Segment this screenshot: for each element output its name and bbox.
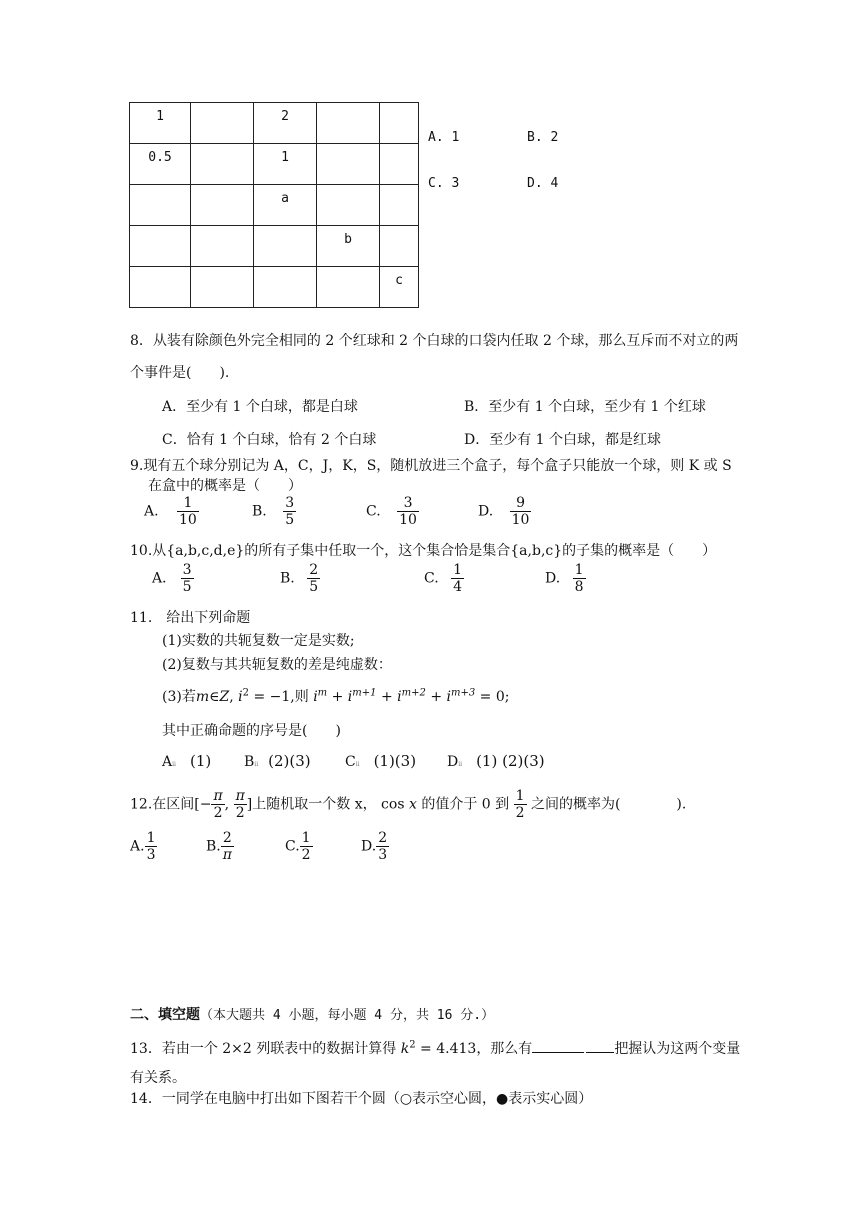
q14-stem: 14．一同学在电脑中打出如下图若干个圆（○表示空心圆，●表示实心圆）: [130, 1091, 593, 1107]
q13-mid: 列联表中的数据计算得: [256, 1041, 397, 1057]
grid-cell: b: [317, 226, 380, 267]
q12-option-a-label: A.: [130, 838, 145, 855]
q9-stem-line1: 9.现有五个球分别记为 A，C，J，K，S，随机放进三个盒子，每个盒子只能放一个球，则 K 或 S: [130, 458, 732, 474]
grid-cell: [130, 267, 191, 308]
q9-option-d-label: D.: [478, 503, 494, 520]
fraction-numerator: 1: [183, 495, 193, 511]
grid-cell: [254, 267, 317, 308]
q7-option-a: A. 1: [428, 130, 460, 145]
q11-option-c-value: (1)(3): [373, 752, 417, 770]
q9-option-c: [366, 495, 419, 528]
q12-mid2: 的值介于 0 到: [421, 796, 510, 813]
q12-post: 之间的概率为( ).: [530, 796, 687, 813]
q11-option-b: Bii (2)(3): [244, 752, 311, 770]
fraction-numerator: 2: [309, 562, 319, 578]
q12-option-b: [206, 830, 234, 863]
section-2-heading: [130, 1004, 494, 1024]
grid-cell: [191, 185, 254, 226]
grid-cell: [380, 226, 419, 267]
grid-row: [130, 144, 419, 185]
fraction-numerator: 9: [516, 495, 526, 511]
q7-option-c: C. 3: [428, 176, 460, 191]
q11-prop-3-mid: ,则: [290, 689, 309, 705]
q10-option-c-fraction: [451, 562, 464, 595]
fraction-numerator: 1: [453, 562, 463, 578]
q13-line1: 13．若由一个 2×2 列联表中的数据计算得 $k^2 = 4.413$，那么有 把握认为这两个变量: [130, 1039, 741, 1057]
q10-option-d: [545, 562, 586, 595]
q10-option-a-fraction: [181, 562, 194, 595]
q12-pre: 12.在区间: [130, 796, 195, 813]
grid-row: [130, 267, 419, 308]
q11-option-a-label: A: [162, 754, 173, 770]
grid-row: [130, 185, 419, 226]
q11-option-d-value: (1) (2)(3): [476, 752, 545, 770]
q12-option-d: [361, 830, 389, 863]
grid-cell: [380, 144, 419, 185]
q11-option-c-label: C: [345, 754, 356, 770]
fraction-denominator: 3: [146, 847, 156, 864]
fraction-numerator: 3: [182, 562, 192, 578]
q12-option-d-fraction: [376, 830, 389, 863]
q12-mid: 上随机取一个数 x，: [252, 796, 377, 813]
section-2-title: 二、填空题: [130, 1007, 200, 1023]
grid-cell: [191, 226, 254, 267]
fraction-numerator: 1: [146, 830, 156, 846]
q10-option-d-fraction: [573, 562, 586, 595]
q12-option-c-fraction: [300, 830, 313, 863]
q12-option-c-label: C.: [285, 838, 300, 855]
fraction-numerator: 1: [574, 562, 584, 578]
q13-answer-blank-1[interactable]: [532, 1052, 584, 1053]
q9-option-a: [144, 495, 199, 528]
grid-cell: 0.5: [130, 144, 191, 185]
grid-table: [129, 102, 419, 308]
q11-ask: 其中正确命题的序号是( ): [162, 723, 341, 739]
q10-option-b-fraction: [307, 562, 320, 595]
fraction-numerator: 2: [378, 830, 388, 846]
q10-stem: 10.从{a,b,c,d,e}的所有子集中任取一个，这个集合恰是集合{a,b,c}的子集的概率是（ ）: [130, 543, 717, 559]
fraction-denominator: 4: [453, 579, 463, 596]
grid-cell: [130, 226, 191, 267]
q13-post: ，那么有: [476, 1041, 533, 1057]
q10-option-c-label: C.: [424, 570, 439, 587]
grid-cell: [130, 185, 191, 226]
q11-prop-3-prefix: (3)若: [162, 689, 196, 705]
q11-prop-1: (1)实数的共轭复数一定是实数;: [162, 633, 355, 649]
grid-cell: [317, 103, 380, 144]
fraction-numerator: 1: [301, 830, 311, 846]
grid-cell: a: [254, 185, 317, 226]
grid-cell: [191, 267, 254, 308]
q10-option-c: [424, 562, 464, 595]
q12-option-a: [130, 830, 157, 863]
q12-option-d-label: D.: [361, 838, 377, 855]
grid-cell: 1: [130, 103, 191, 144]
q11-option-d: Dii (1) (2)(3): [447, 752, 545, 770]
q11-option-b-value: (2)(3): [268, 752, 311, 770]
grid-cell: [254, 226, 317, 267]
q10-option-a: [152, 562, 194, 595]
grid-cell: 1: [254, 144, 317, 185]
fraction-denominator: 2: [301, 847, 311, 864]
grid-cell: 2: [254, 103, 317, 144]
q8-option-a: A．至少有 1 个白球，都是白球: [162, 399, 358, 415]
grid-cell: [380, 185, 419, 226]
q11-option-b-label: B: [244, 754, 255, 770]
q8-stem-line1: 8．从装有除颜色外完全相同的 2 个红球和 2 个白球的口袋内任取 2 个球，那么互斥而不对立的两: [130, 333, 739, 349]
q11-prop-3: (3)若m∈Z, $i^2 = -1$,则 $i^m + i^{m+1} + i^{m+2} + i^{m+3} = 0$;: [162, 687, 510, 705]
q9-option-b-fraction: [283, 495, 296, 528]
q10-option-d-label: D.: [545, 570, 561, 587]
q9-option-a-fraction: [177, 495, 199, 528]
q9-option-a-label: A.: [144, 503, 159, 520]
fraction-denominator: 8: [574, 579, 584, 596]
grid-cell: [317, 144, 380, 185]
q9-option-c-fraction: [397, 495, 419, 528]
grid-row: [130, 103, 419, 144]
q9-option-b-label: B.: [252, 503, 267, 520]
q11-option-a-value: (1): [189, 752, 212, 770]
q10-option-b: [280, 562, 320, 595]
q7-option-d: D. 4: [527, 176, 559, 191]
grid-cell: [317, 267, 380, 308]
q12-option-b-fraction: [221, 830, 234, 863]
fraction-numerator: 2: [222, 830, 232, 846]
fraction-denominator: 10: [511, 512, 530, 529]
fraction-denominator: 10: [399, 512, 417, 529]
q12-option-c: [285, 830, 313, 863]
q13-post2: 把握认为这两个变量: [614, 1041, 741, 1057]
q10-option-a-label: A．: [152, 570, 177, 587]
q13-answer-blank-2[interactable]: [586, 1052, 614, 1053]
q11-option-c: Cii (1)(3): [345, 752, 417, 770]
q9-option-d-fraction: [510, 495, 532, 528]
q13-line2: 有关系。: [130, 1070, 186, 1086]
q12-stem: 12.在区间[− $\frac{\pi}{2}$ , $\frac{\pi}{2}$ ]上随机取一个数 x， cos x 的值介于 0 到 $\frac{1}{2}$ 之间的概率为( ).: [130, 788, 687, 822]
q9-option-c-label: C.: [366, 503, 381, 520]
q9-option-d: [478, 495, 531, 528]
grid-cell: [191, 144, 254, 185]
fraction-denominator: 10: [179, 512, 197, 529]
grid-cell: [191, 103, 254, 144]
q8-option-c: C．恰有 1 个白球，恰有 2 个白球: [162, 432, 377, 448]
fraction-denominator: 5: [285, 512, 295, 529]
fraction-denominator: 5: [182, 579, 192, 596]
q8-option-b: B．至少有 1 个白球，至少有 1 个红球: [464, 399, 706, 415]
section-2-note: （本大题共 4 小题，每小题 4 分，共 16 分.）: [200, 1008, 495, 1023]
q9-stem-line2: 在盒中的概率是（ ）: [148, 478, 302, 494]
q12-option-a-fraction: [145, 830, 158, 863]
q7-option-b: B. 2: [527, 130, 559, 145]
grid-row: [130, 226, 419, 267]
q10-option-b-label: B.: [280, 570, 295, 587]
fraction-numerator: 3: [403, 495, 413, 511]
fraction-denominator: π: [222, 847, 232, 864]
grid-cell: [380, 103, 419, 144]
q11-stem: 11. 给出下列命题: [130, 610, 251, 626]
fraction-denominator: 3: [378, 847, 388, 864]
q11-prop-2: (2)复数与其共轭复数的差是纯虚数：: [162, 657, 392, 673]
q9-option-b: [252, 495, 296, 528]
q8-option-d: D．至少有 1 个白球，都是红球: [464, 432, 662, 448]
q11-option-d-label: D: [447, 754, 459, 770]
grid-cell: c: [380, 267, 419, 308]
grid-cell: [317, 185, 380, 226]
q8-stem-line2: 个事件是( ).: [130, 365, 230, 381]
q13-pre: 13．若由一个: [130, 1041, 218, 1057]
fraction-numerator: 3: [285, 495, 295, 511]
fraction-denominator: 5: [309, 579, 319, 596]
q11-option-a: Aii (1): [162, 752, 212, 770]
q12-option-b-label: B.: [206, 838, 221, 855]
